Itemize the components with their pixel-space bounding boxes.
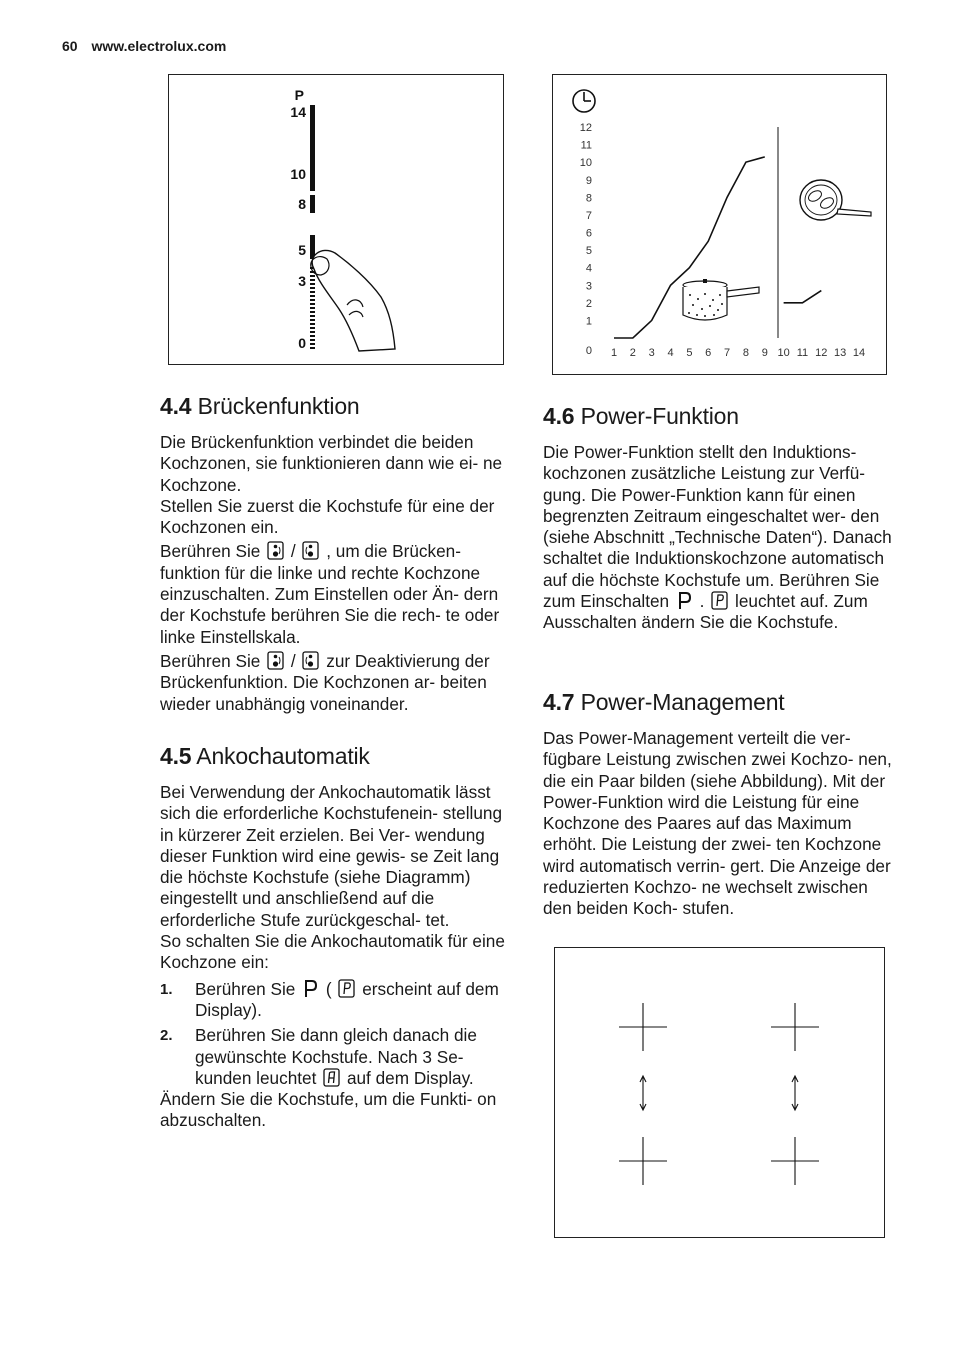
list-item xyxy=(160,979,515,1022)
boost-chart xyxy=(553,75,886,374)
finger-icon xyxy=(312,250,395,351)
power-p-icon xyxy=(302,979,319,998)
list-item xyxy=(160,1025,515,1089)
x-tick-label: 5 xyxy=(686,347,693,359)
y-tick-label: 5 xyxy=(585,245,592,258)
section-title-4-6 xyxy=(543,403,898,430)
x-tick-label: 11 xyxy=(796,347,809,359)
x-tick-label: 14 xyxy=(852,347,866,359)
paragraph xyxy=(160,541,515,647)
y-tick-label: 2 xyxy=(585,297,592,310)
text-span: zur Deaktivierung der Brückenfunktion. Die Kochzonen ar- beiten wieder unabhängig voneinander. xyxy=(160,650,490,714)
x-tick-label: 10 xyxy=(777,347,790,359)
zone-cross-icon xyxy=(619,1003,667,1051)
pan-icon xyxy=(800,180,871,220)
bridge-icon xyxy=(302,541,319,560)
display-a-icon xyxy=(323,1068,340,1087)
steps-list xyxy=(160,979,515,1089)
pair-arrow-icon xyxy=(640,1076,646,1110)
y-tick-label: 9 xyxy=(585,174,592,187)
y-tick-label: 4 xyxy=(585,262,592,275)
power-p-icon xyxy=(676,591,693,610)
text-span: auf dem Display. xyxy=(346,1067,474,1088)
paragraph: Ändern Sie die Kochstufe, um die Funkti- on abzuschalten. xyxy=(160,1089,497,1131)
slider-bar-seg xyxy=(310,195,315,213)
step-number: 2. xyxy=(160,1027,173,1045)
y-tick-label: 7 xyxy=(585,209,592,222)
clock-icon xyxy=(573,90,595,112)
text-span: Berühren Sie xyxy=(160,650,261,671)
pot-icon xyxy=(683,279,759,320)
paragraph: Stellen Sie zuerst die Kochstufe für eine der Kochzonen ein. xyxy=(160,495,495,538)
section-4-5 xyxy=(160,743,515,1132)
slider-label-10: 10 xyxy=(290,166,306,182)
x-tick-label: 1 xyxy=(610,347,618,359)
x-tick-label: 3 xyxy=(648,347,655,359)
x-tick-label: 7 xyxy=(724,347,731,359)
text-span: Berühren Sie dann gleich danach die gewünschte Kochstufe. Nach 3 Se- kunden leuchtet xyxy=(195,1025,477,1088)
section-title-4-7 xyxy=(543,689,898,716)
y-tick-label: 12 xyxy=(579,122,592,134)
slider-label-14: 14 xyxy=(290,104,306,120)
bridge-icon xyxy=(267,541,284,560)
paragraph xyxy=(160,651,515,715)
text-span: erscheint auf dem Display). xyxy=(195,978,499,1020)
text-span: , um die Brücken- funktion für die linke und rechte Kochzone einzuschalten. Zum Einstellen oder Än- dern der Kochstufe berühren Sie die rech- te oder linke Einstellskala. xyxy=(160,541,500,647)
site-url: www.electrolux.com xyxy=(91,38,227,54)
slider-label-3: 3 xyxy=(298,273,306,289)
y-tick-label: 3 xyxy=(585,280,592,293)
chart-figure xyxy=(552,74,887,375)
text-span: Die Power-Funktion stellt den Induktions- kochzonen zusätzliche Leistung zur Verfü- gung. Die Power-Funktion kann für einen begrenzten Zeitraum eingeschaltet wer- den (siehe Abschnitt „Technische Daten“). Danach schaltet die Induktionskochzone automatisch auf die höchste Kochstufe um. Berühren Sie zum Einschalten xyxy=(543,442,892,612)
text-span: . xyxy=(699,591,705,612)
slider-label-8: 8 xyxy=(298,196,306,212)
bridge-icon xyxy=(302,651,319,670)
text-span: leuchtet auf. Zum Ausschalten ändern Sie die Kochstufe. xyxy=(543,591,868,633)
slider-label-5: 5 xyxy=(298,242,306,258)
x-tick-label: 13 xyxy=(834,347,847,359)
y-tick-label: 6 xyxy=(585,227,592,240)
x-tick-label: 2 xyxy=(629,347,636,359)
slider-label-0: 0 xyxy=(298,335,306,351)
x-tick-label: 4 xyxy=(667,347,674,359)
slider-bar-mid xyxy=(310,161,315,191)
x-tick-label: 8 xyxy=(742,347,749,359)
paragraph: Das Power-Management verteilt die ver- fügbare Leistung zwischen zwei Kochzo- nen, die ein Paar bilden (siehe Abbildung). Mit der Power-Funktion wird die Leistung für eine Kochzone des Paares auf das Maximum erhöht. Die Leistung der zwei- ten Kochzone wird automatisch verrin- gert. Die Anzeige der reduzierten Kochzo- ne wechselt zwischen den beiden Koch- stufen. xyxy=(543,728,892,919)
text-span: ( xyxy=(325,978,332,999)
section-heading: Power-Funktion xyxy=(580,403,739,429)
section-heading: Power-Management xyxy=(580,689,785,715)
paragraph: So schalten Sie die Ankochautomatik für eine Kochzone ein: xyxy=(160,931,505,973)
section-heading: Brückenfunktion xyxy=(197,393,360,419)
zone-cross-icon xyxy=(771,1003,819,1051)
section-number: 4.5 xyxy=(160,743,192,769)
x-tick-label: 9 xyxy=(761,347,768,359)
bridge-icon xyxy=(267,651,284,670)
hob-zones-diagram xyxy=(555,948,884,1237)
text-span: Berühren Sie xyxy=(160,541,261,562)
slider-label-p: P xyxy=(294,87,304,103)
section-number: 4.7 xyxy=(543,689,575,715)
x-tick-label: 12 xyxy=(815,347,828,359)
section-title-4-5 xyxy=(160,743,515,770)
text-span: / xyxy=(290,541,296,562)
display-p-icon xyxy=(711,591,728,610)
section-heading: Ankochautomatik xyxy=(196,743,370,769)
text-span: / xyxy=(290,650,296,671)
zone-cross-icon xyxy=(619,1137,667,1185)
slider-figure xyxy=(168,74,504,365)
step-number: 1. xyxy=(160,980,173,998)
y-tick-label: 0 xyxy=(585,345,592,357)
slider-illustration xyxy=(169,75,503,364)
text-span: Berühren Sie xyxy=(195,978,296,999)
section-4-4 xyxy=(160,393,515,715)
hob-figure xyxy=(554,947,885,1238)
pair-arrow-icon xyxy=(792,1076,798,1110)
page-header xyxy=(62,38,226,54)
paragraph xyxy=(543,442,898,634)
series-line-2 xyxy=(784,291,822,303)
y-tick-label: 10 xyxy=(579,157,592,170)
section-4-6 xyxy=(543,403,898,634)
paragraph: Bei Verwendung der Ankochautomatik lässt sich die erforderliche Kochstufenein- stellung in kürzerer Zeit erzielen. Bei Ver- wendung dieser Funktion wird eine gewis- se Zeit lang die höchste Kochstufe (siehe Diagramm) eingestellt und anschließend auf die erforderliche Stufe zurückgeschal- tet. xyxy=(160,782,503,930)
display-p-icon xyxy=(338,979,355,998)
y-tick-label: 1 xyxy=(585,315,592,328)
y-tick-label: 11 xyxy=(580,139,592,152)
x-tick-label: 6 xyxy=(705,347,712,359)
zone-cross-icon xyxy=(771,1137,819,1185)
section-title-4-4 xyxy=(160,393,515,420)
section-4-7 xyxy=(543,689,898,920)
section-number: 4.6 xyxy=(543,403,575,429)
y-tick-label: 8 xyxy=(585,192,592,205)
paragraph: Die Brückenfunktion verbindet die beiden Kochzonen, sie funktionieren dann wie ei- ne Kochzone. xyxy=(160,432,503,495)
section-number: 4.4 xyxy=(160,393,192,419)
page-number: 60 xyxy=(62,38,78,54)
